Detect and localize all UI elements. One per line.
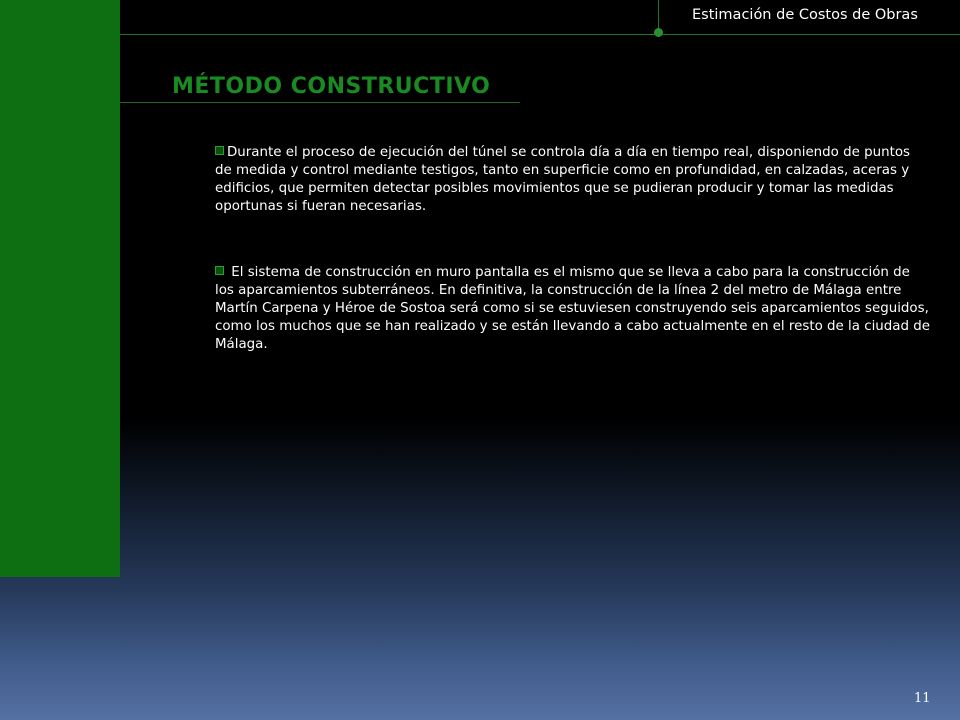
title-underline <box>120 102 520 103</box>
paragraph-2 <box>215 264 930 354</box>
presentation-title: Estimación de Costos de Obras <box>692 7 918 23</box>
left-green-bar <box>0 0 120 577</box>
header-divider-line <box>120 34 960 35</box>
paragraph-2-text: El sistema de construcción en muro pantalla es el mismo que se lleva a cabo para la construcción de los aparcamientos subterráneos. En definitiva, la construcción de la línea 2 del metro de Málaga entre Martín Carpena y Héroe de Sostoa será como si se estuviesen construyendo seis aparcamientos seguidos, como los muchos que se han realizado y se están llevando a cabo actualmente en el resto de la ciudad de Málaga. <box>215 265 930 352</box>
slide-title: MÉTODO CONSTRUCTIVO <box>172 74 491 99</box>
header-dot-icon <box>654 28 663 37</box>
paragraph-1 <box>215 144 930 216</box>
page-number: 11 <box>914 691 931 706</box>
square-bullet-icon <box>215 266 224 275</box>
paragraph-1-text: Durante el proceso de ejecución del túnel se controla día a día en tiempo real, disponiendo de puntos de medida y control mediante testigos, tanto en superficie como en profundidad, en calzadas, aceras y edificios, que permiten detectar posibles movimientos que se pudieran producir y tomar las medidas oportunas si fueran necesarias. <box>215 145 911 214</box>
square-bullet-icon <box>215 146 224 155</box>
